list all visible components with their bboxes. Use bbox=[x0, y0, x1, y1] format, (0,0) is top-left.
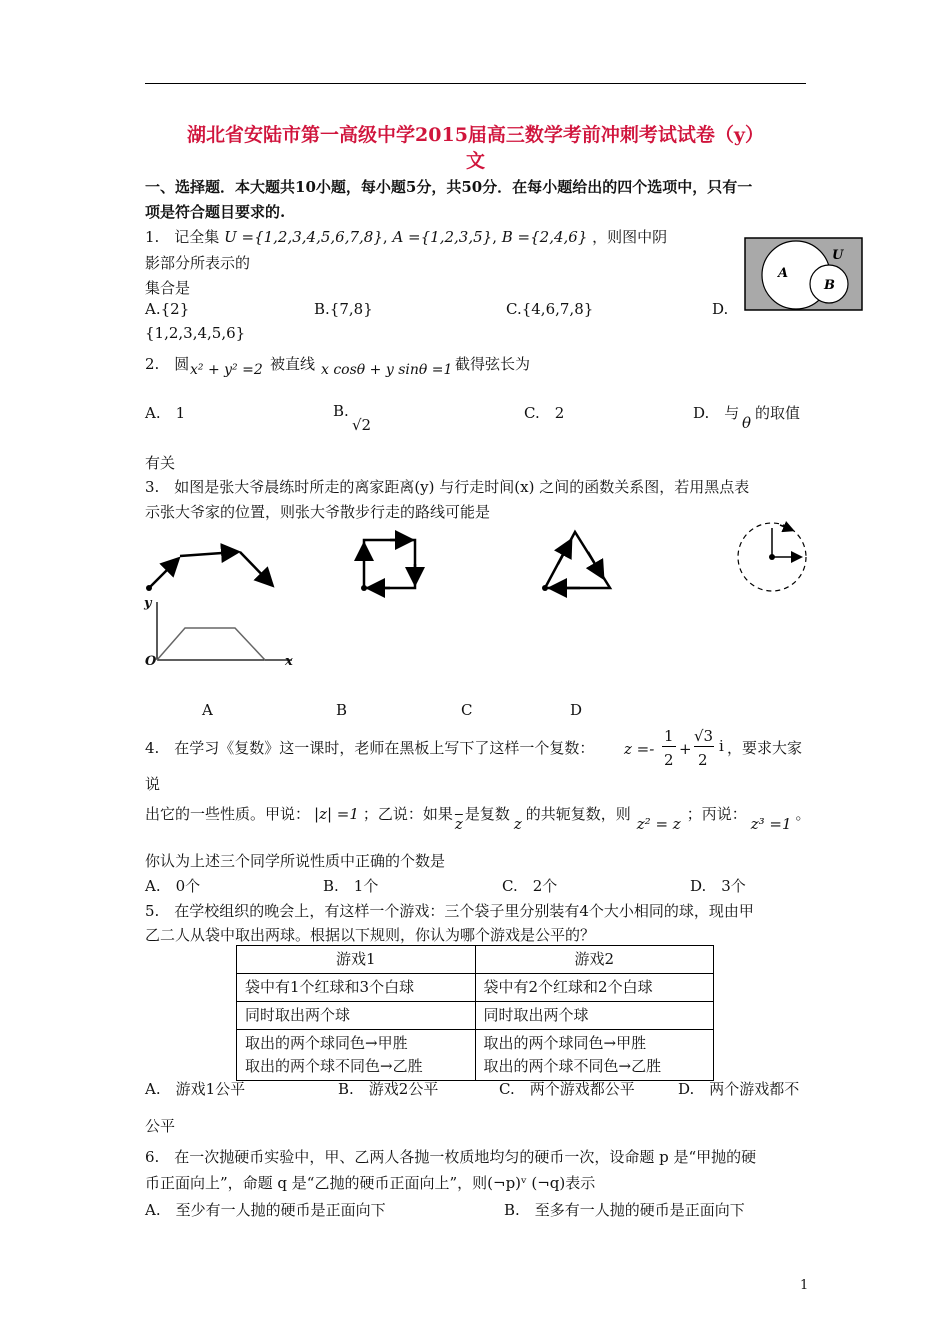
q2-option-b: B. bbox=[333, 402, 349, 420]
q1-line2: 影部分所表示的 bbox=[145, 254, 251, 272]
q4-text: 的共轭复数，则 bbox=[525, 805, 631, 823]
q5-tail: 公平 bbox=[145, 1117, 176, 1135]
venn-label-b: B bbox=[824, 278, 835, 293]
table-row bbox=[237, 1030, 714, 1081]
q4-option-c: C. 2个 bbox=[502, 877, 558, 895]
q1-line3: 集合是 bbox=[145, 279, 191, 297]
q4-text: 。 bbox=[795, 805, 811, 823]
q1-option-d-value: {1,2,3,4,5,6} bbox=[145, 324, 246, 342]
q2-line-eq: x cosθ + y sinθ =1 bbox=[321, 362, 453, 378]
q1-set-u: U ={1,2,3,4,5,6,7,8} bbox=[224, 228, 383, 246]
q3-line1: 3. 如图是张大爷晨练时所走的离家距离(y) 与行走时间(x) 之间的函数关系图，若用黑点表 bbox=[145, 478, 750, 496]
venn-label-a: A bbox=[778, 266, 789, 281]
rule-line: 取出的两个球同色→甲胜 bbox=[483, 1034, 647, 1052]
q2-prefix: 2. 圆 bbox=[145, 355, 190, 373]
q1-set-a: A ={1,2,3,5} bbox=[392, 228, 493, 246]
table-row bbox=[237, 1002, 714, 1030]
q1-sep: , bbox=[382, 228, 388, 246]
q4-option-a: A. 0个 bbox=[145, 877, 201, 895]
header-rule bbox=[145, 83, 806, 84]
q1-line1 bbox=[145, 226, 667, 247]
q2-option-d-tail: 的取值 bbox=[755, 404, 801, 422]
q5-line1: 5. 在学校组织的晚会上，有这样一个游戏：三个袋子里分别装有4个大小相同的球，现由甲 bbox=[145, 902, 754, 920]
venn-label-u: U bbox=[832, 248, 844, 263]
axis-x-label: x bbox=[285, 654, 293, 669]
rule-line: 取出的两个球不同色→乙胜 bbox=[245, 1057, 423, 1075]
q4-num1: 1 bbox=[664, 727, 674, 745]
q2-mid: 被直线 bbox=[270, 355, 316, 373]
q4-text: 出它的一些性质。甲说： bbox=[145, 805, 311, 823]
route-b bbox=[361, 540, 415, 591]
q4-zbar: $\overline{z}$ bbox=[454, 815, 463, 833]
route-d bbox=[738, 523, 806, 591]
q3-figures bbox=[140, 520, 820, 690]
table-row bbox=[237, 974, 714, 1002]
page-number: 1 bbox=[800, 1278, 809, 1293]
q4-absz: |z| =1 bbox=[314, 805, 359, 823]
q4-text: ；乙说：如果 bbox=[362, 805, 453, 823]
q6-line2: 币正面向上”，命题 q 是“乙抛的硬币正面向上”，则(¬p)ᵛ (¬q)表示 bbox=[145, 1174, 596, 1192]
rule-line: 取出的两个球同色→甲胜 bbox=[245, 1034, 408, 1052]
rule-line: 取出的两个球不同色→乙胜 bbox=[483, 1057, 662, 1075]
q4-z: z bbox=[513, 815, 522, 833]
table-header-game1: 游戏1 bbox=[237, 946, 476, 974]
route-c bbox=[542, 532, 610, 591]
q1-set-b: B ={2,4,6} bbox=[501, 228, 588, 246]
axis-origin-label: O bbox=[145, 654, 157, 669]
q4-num2: √3 bbox=[694, 727, 714, 745]
q4-den2: 2 bbox=[698, 751, 708, 769]
q1-option-c: C.{4,6,7,8} bbox=[506, 300, 594, 318]
q4-fraction-bar bbox=[694, 746, 714, 747]
table-cell bbox=[237, 1030, 476, 1081]
q2-option-c: C. 2 bbox=[524, 404, 565, 422]
q2-suffix: 截得弦长为 bbox=[455, 355, 531, 373]
q5-option-d: D. 两个游戏都不 bbox=[678, 1080, 800, 1098]
q2-option-a: A. 1 bbox=[145, 404, 186, 422]
table-cell: 同时取出两个球 bbox=[237, 1002, 476, 1030]
route-a bbox=[146, 552, 271, 591]
q4-den1: 2 bbox=[664, 751, 674, 769]
q4-line2: 说 bbox=[145, 775, 161, 793]
figure-label-b: B bbox=[336, 701, 348, 719]
q1-option-d: D. bbox=[712, 300, 729, 318]
q6-option-a: A. 至少有一人抛的硬币是正面向下 bbox=[145, 1201, 386, 1219]
q4-text: ；丙说： bbox=[686, 805, 747, 823]
q1-option-a: A.{2} bbox=[145, 300, 190, 318]
section-heading: 一、选择题．本大题共10小题，每小题5分，共50分．在每小题给出的四个选项中，只有一 bbox=[145, 178, 753, 196]
q4-fraction-bar bbox=[662, 746, 676, 747]
q4-option-d: D. 3个 bbox=[690, 877, 746, 895]
section-heading-line2: 项是符合题目要求的. bbox=[145, 203, 286, 221]
q5-option-b: B. 游戏2公平 bbox=[338, 1080, 439, 1098]
q3-line2: 示张大爷家的位置，则张大爷散步行走的路线可能是 bbox=[145, 503, 491, 521]
q5-option-c: C. 两个游戏都公平 bbox=[499, 1080, 635, 1098]
q2-circle-eq: x² + y² =2 bbox=[190, 362, 263, 378]
figure-label-c: C bbox=[461, 701, 473, 719]
page-title: 湖北省安陆市第一高级中学2015届高三数学考前冲刺考试试卷（y） bbox=[187, 124, 764, 146]
table-cell bbox=[475, 1030, 714, 1081]
q4-text: 是复数 bbox=[464, 805, 510, 823]
q1-prefix: 1. 记全集 bbox=[145, 228, 220, 246]
q5-line2: 乙二人从袋中取出两球。根据以下规则，你认为哪个游戏是公平的？ bbox=[145, 926, 596, 944]
table-cell: 同时取出两个球 bbox=[475, 1002, 714, 1030]
table-cell: 袋中有2个红球和2个白球 bbox=[475, 974, 714, 1002]
q2-option-d-theta: θ bbox=[742, 414, 752, 432]
q4-line3 bbox=[145, 803, 811, 833]
table-row bbox=[237, 946, 714, 974]
q2-option-b-value: √2 bbox=[352, 416, 372, 434]
q4-line4: 你认为上述三个同学所说性质中正确的个数是 bbox=[145, 852, 446, 870]
table-header-game2: 游戏2 bbox=[475, 946, 714, 974]
q4-plus: + bbox=[679, 740, 692, 758]
q6-line1: 6. 在一次抛硬币实验中，甲、乙两人各抛一枚质地均匀的硬币一次，设命题 p 是“甲抛的硬 bbox=[145, 1148, 757, 1166]
q5-option-a: A. 游戏1公平 bbox=[145, 1080, 246, 1098]
q4-prefix: 4. 在学习《复数》这一课时，老师在黑板上写下了这样一个复数： bbox=[145, 739, 595, 757]
venn-diagram bbox=[744, 237, 864, 312]
q4-z3: z³ =1 bbox=[750, 815, 792, 833]
figure-label-a: A bbox=[202, 701, 213, 719]
q1-option-b: B.{7,8} bbox=[314, 300, 373, 318]
q4-z2: z² = z bbox=[636, 815, 681, 833]
q4-i: i bbox=[719, 737, 724, 755]
q2-line2: 有关 bbox=[145, 454, 176, 472]
distance-time-graph bbox=[157, 602, 292, 660]
figure-label-d: D bbox=[570, 701, 583, 719]
page-title-line2: 文 bbox=[465, 150, 485, 172]
q4-z-eq: z =- bbox=[624, 740, 655, 758]
q4-suffix: ，要求大家 bbox=[727, 739, 803, 757]
q4-option-b: B. 1个 bbox=[323, 877, 379, 895]
q6-option-b: B. 至多有一人抛的硬币是正面向下 bbox=[504, 1201, 745, 1219]
axis-y-label: y bbox=[144, 596, 152, 611]
q1-suffix: ，则图中阴 bbox=[592, 228, 668, 246]
q2-option-d: D. 与 bbox=[693, 404, 740, 422]
games-table bbox=[236, 945, 714, 1081]
table-cell: 袋中有1个红球和3个白球 bbox=[237, 974, 476, 1002]
q1-sep: , bbox=[492, 228, 497, 246]
